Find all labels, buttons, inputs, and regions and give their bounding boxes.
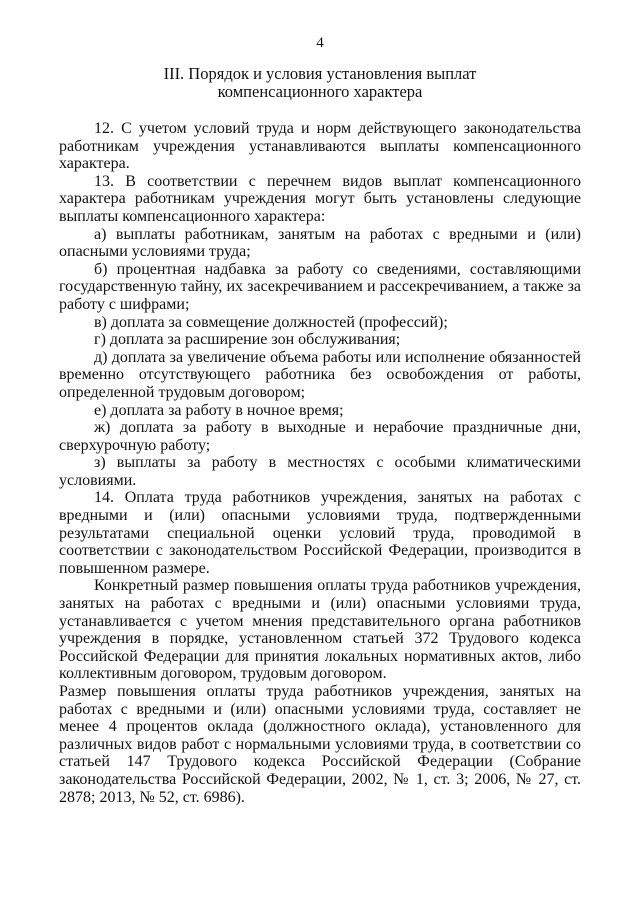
list-item-a: а) выплаты работникам, занятым на работах с вредными и (или) опасными условиями труда;: [59, 225, 581, 261]
list-item-d: д) доплата за увеличение объема работы или исполнение обязанностей временно отсутствующего работника без освобождения от работы, определенной трудовым договором;: [59, 348, 581, 401]
list-item-v: в) доплата за совмещение должностей (профессий);: [94, 313, 448, 331]
paragraph-rate-minimum: Размер повышения оплаты труда работников учреждения, занятых на работах с вредными и (или) опасными условиями труда, составляет не менее 4 процентов оклада (должностного оклада), установленного для различных видов работ с нормальными условиями труда, в соответствии со статьей 147 Трудового кодекса Российской Федерации (Собрание законодательства Российской Федерации, 2002, № 1, ст. 3; 2006, № 27, ст. 2878; 2013, № 52, ст. 6986).: [59, 683, 581, 806]
section-title: [60, 65, 580, 101]
paragraph-12: 12. С учетом условий труда и норм действующего законодательства работникам учреждения устанавливаются выплаты компенсационного характера.: [59, 120, 581, 173]
document-body: [59, 120, 581, 806]
list-item-z: з) выплаты за работу в местностях с особыми климатическими условиями.: [59, 454, 581, 489]
section-title-line-2: компенсационного характера: [217, 82, 423, 101]
list-item-zh: ж) доплата за работу в выходные и нерабочие праздничные дни, сверхурочную работу;: [59, 419, 581, 454]
paragraph-14: 14. Оплата труда работников учреждения, занятых на работах с вредными и (или) опасными условиями труда, подтвержденными результатами специальной оценки условий труда, проводимой в соответствии с законодательством Российской Федерации, производится в повышенном размере.: [59, 489, 581, 577]
paragraph-specific-rate: Конкретный размер повышения оплаты труда работников учреждения, занятых на работах с вредными и (или) опасными условиями труда, устанавливается с учетом мнения представительного органа работников учреждения в порядке, установленном статьей 372 Трудового кодекса Российской Федерации для принятия локальных нормативных актов, либо коллективным договором, трудовым договором.: [59, 577, 581, 683]
section-title-line-1: III. Порядок и условия установления выплат: [163, 64, 477, 83]
list-item-e: е) доплата за работу в ночное время;: [94, 401, 344, 419]
paragraph-13: 13. В соответствии с перечнем видов выплат компенсационного характера работникам учреждения могут быть установлены следующие выплаты компенсационного характера:: [59, 172, 581, 225]
list-item-b: б) процентная надбавка за работу со сведениями, составляющими государственную тайну, их засекречиванием и рассекречиванием, а также за работу с шифрами;: [59, 260, 581, 313]
page-number: 4: [316, 35, 324, 51]
list-item-g: г) доплата за расширение зон обслуживания;: [94, 331, 401, 349]
